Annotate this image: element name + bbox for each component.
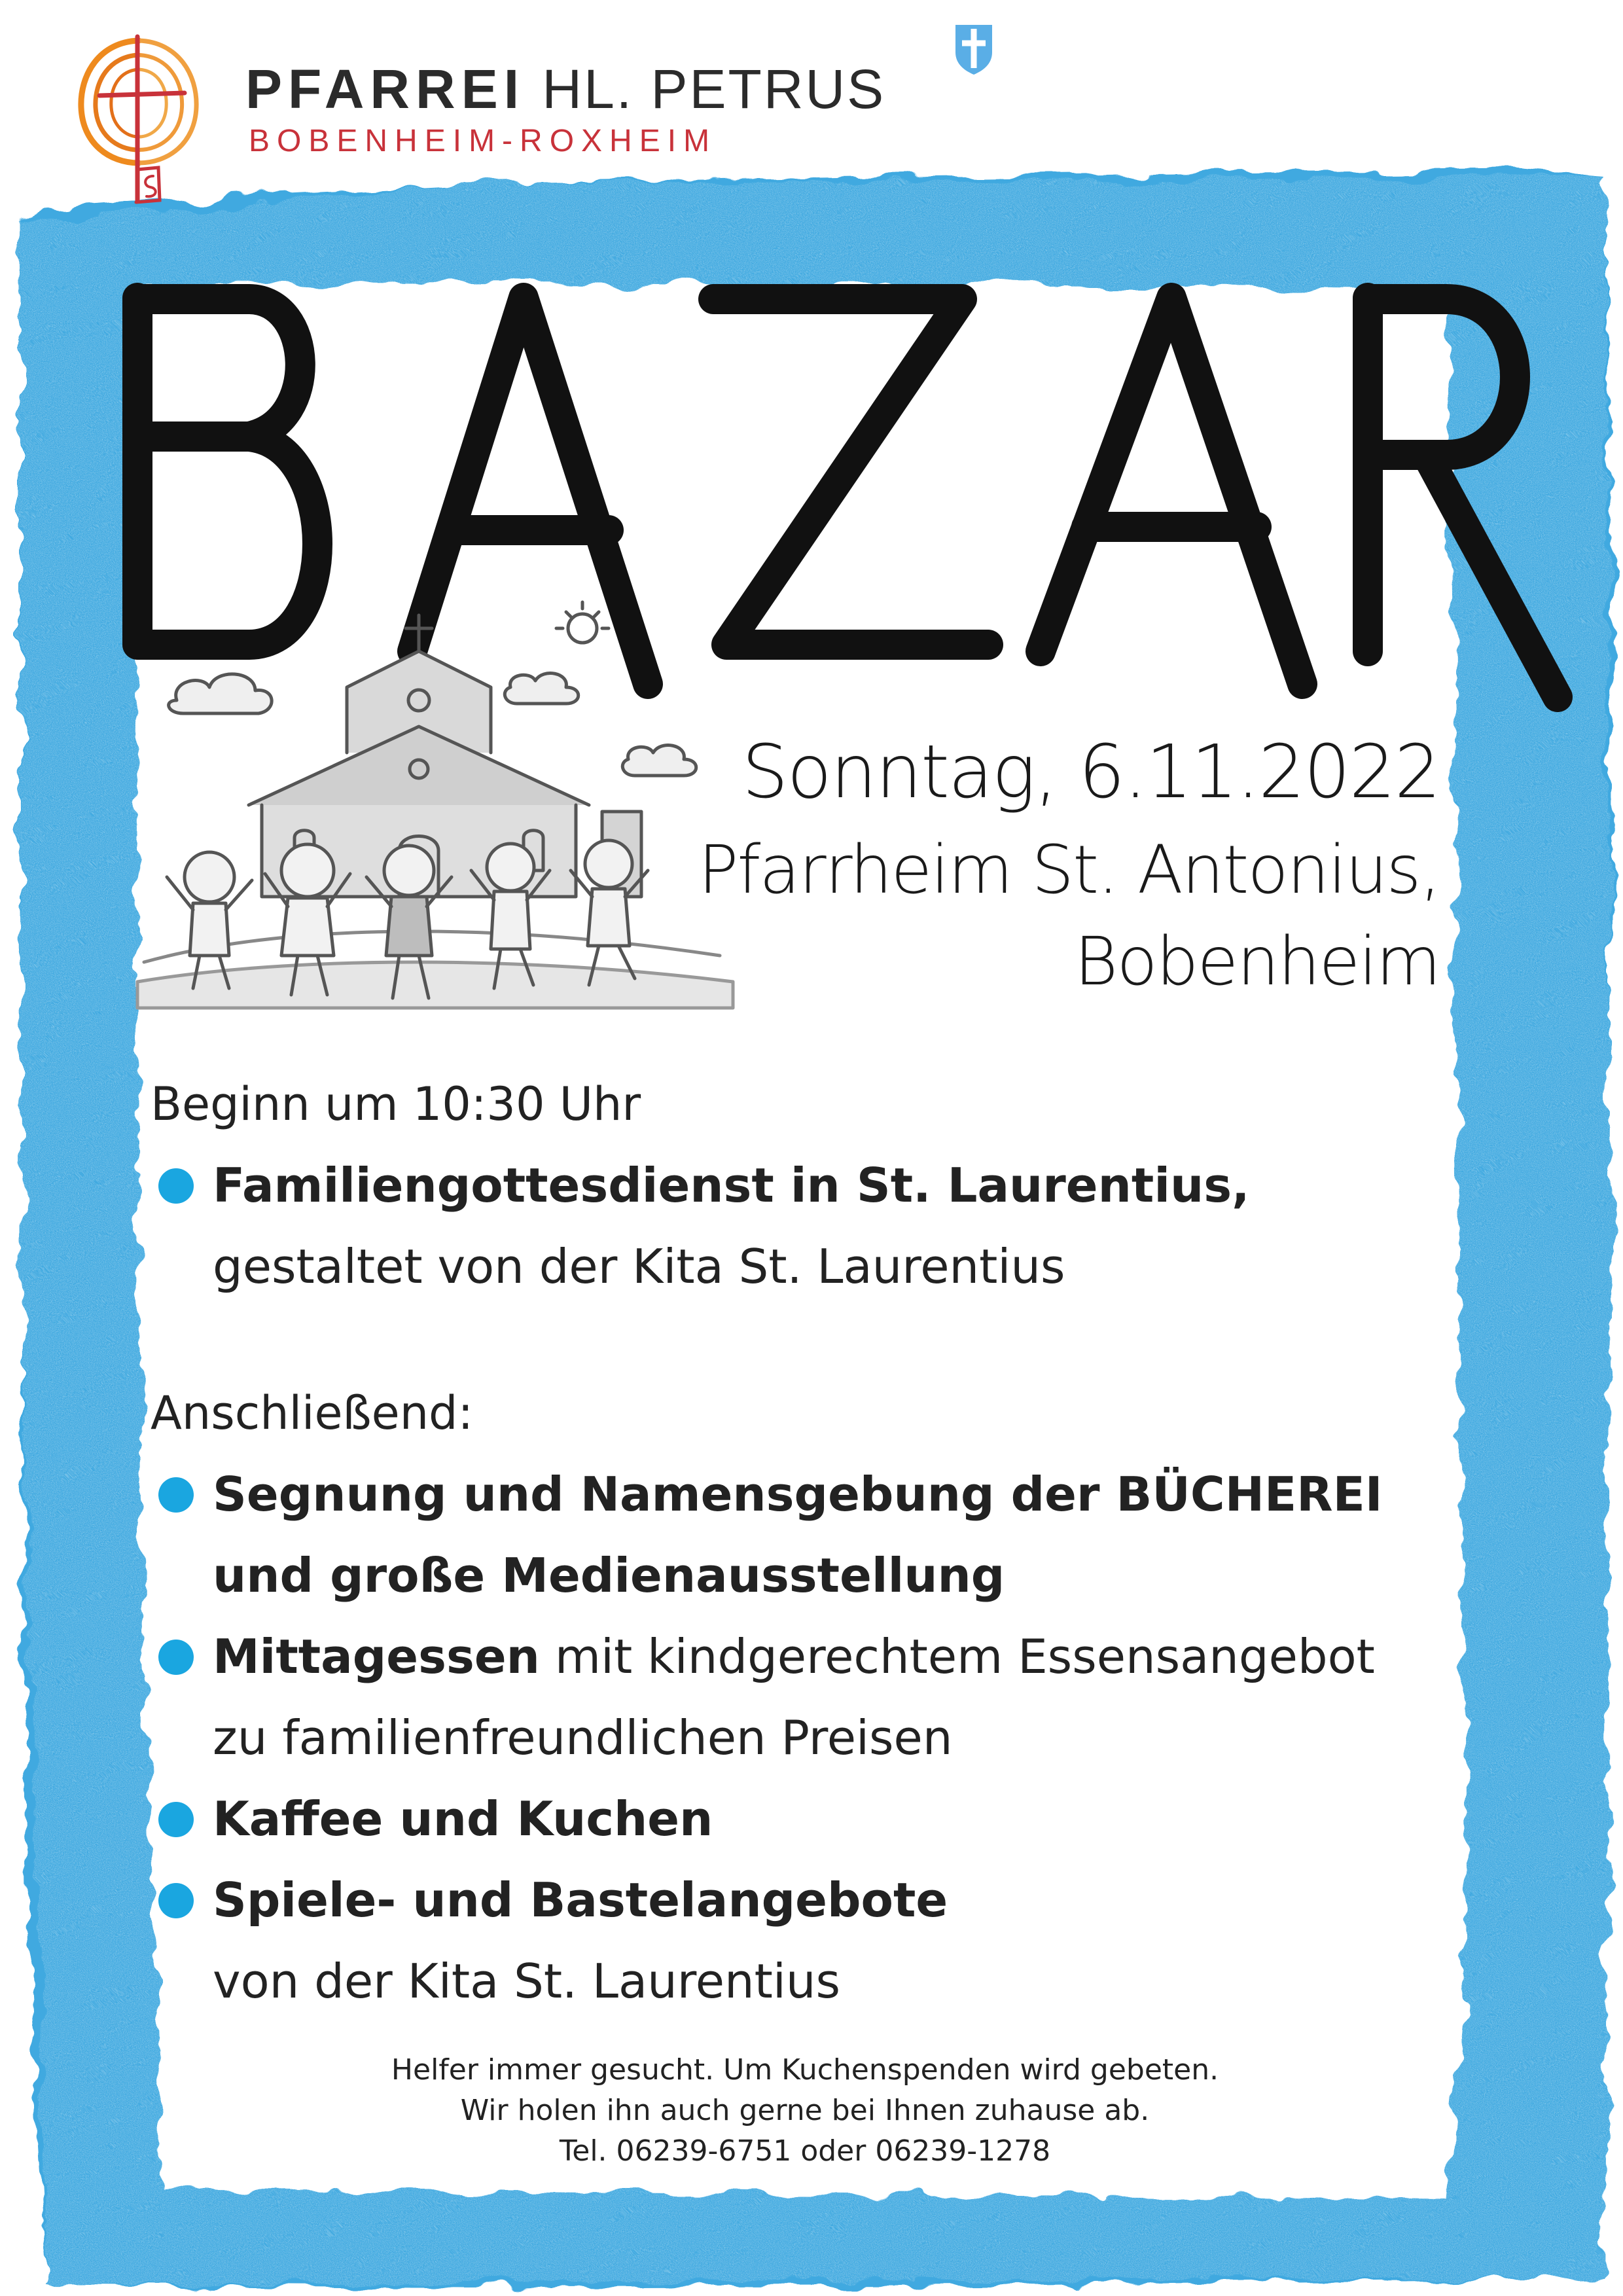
org-name-light: HL. PETRUS xyxy=(542,58,886,120)
item-title-rest: mit kindgerechtem Essensangebot xyxy=(554,1629,1375,1684)
parish-logo-icon xyxy=(73,29,204,212)
item-title: Spiele- und Bastelangebote xyxy=(213,1873,948,1928)
program-list xyxy=(151,1064,1459,2022)
item-title: Kaffee und Kuchen xyxy=(213,1791,713,1846)
item-title: Segnung und Namensgebung der BÜCHEREI xyxy=(213,1467,1383,1522)
bullet-icon xyxy=(158,1168,194,1204)
item-title-cont: und große Medienausstellung xyxy=(213,1548,1005,1603)
bullet-icon xyxy=(158,1477,194,1513)
bullet-icon xyxy=(158,1640,194,1675)
event-place: Bobenheim xyxy=(1074,923,1440,1001)
footer-phone: Tel. 06239-6751 oder 06239-1278 xyxy=(559,2134,1051,2168)
footer-line: Helfer immer gesucht. Um Kuchenspenden wird gebeten. xyxy=(391,2053,1219,2087)
item-detail: gestaltet von der Kita St. Laurentius xyxy=(213,1239,1065,1294)
organization-subtitle: BOBENHEIM-ROXHEIM xyxy=(249,124,717,158)
item-title: Familiengottesdienst in St. Laurentius, xyxy=(213,1158,1250,1213)
item-detail: von der Kita St. Laurentius xyxy=(213,1954,841,2009)
program-after: Anschließend: xyxy=(151,1386,474,1440)
list-item xyxy=(151,1454,1459,1616)
coat-of-arms-icon xyxy=(953,22,995,76)
list-item xyxy=(151,1145,1459,1307)
item-title: Mittagessen xyxy=(213,1629,540,1684)
item-detail: zu familienfreundlichen Preisen xyxy=(213,1710,953,1765)
program-intro: Beginn um 10:30 Uhr xyxy=(151,1077,641,1131)
organization-name xyxy=(245,58,885,130)
list-item xyxy=(151,1616,1459,1778)
footer-line: Wir holen ihn auch gerne bei Ihnen zuhause ab. xyxy=(460,2094,1150,2127)
event-date: Sonntag, 6.11.2022 xyxy=(741,730,1440,815)
church-children-illustration xyxy=(131,589,746,1047)
list-item xyxy=(151,1778,1459,1859)
footer-note xyxy=(151,2050,1459,2172)
list-item xyxy=(151,1859,1459,2022)
event-venue: Pfarrheim St. Antonius, xyxy=(698,831,1440,909)
bullet-icon xyxy=(158,1883,194,1918)
bullet-icon xyxy=(158,1802,194,1837)
org-name-bold: PFARREI xyxy=(245,58,526,120)
